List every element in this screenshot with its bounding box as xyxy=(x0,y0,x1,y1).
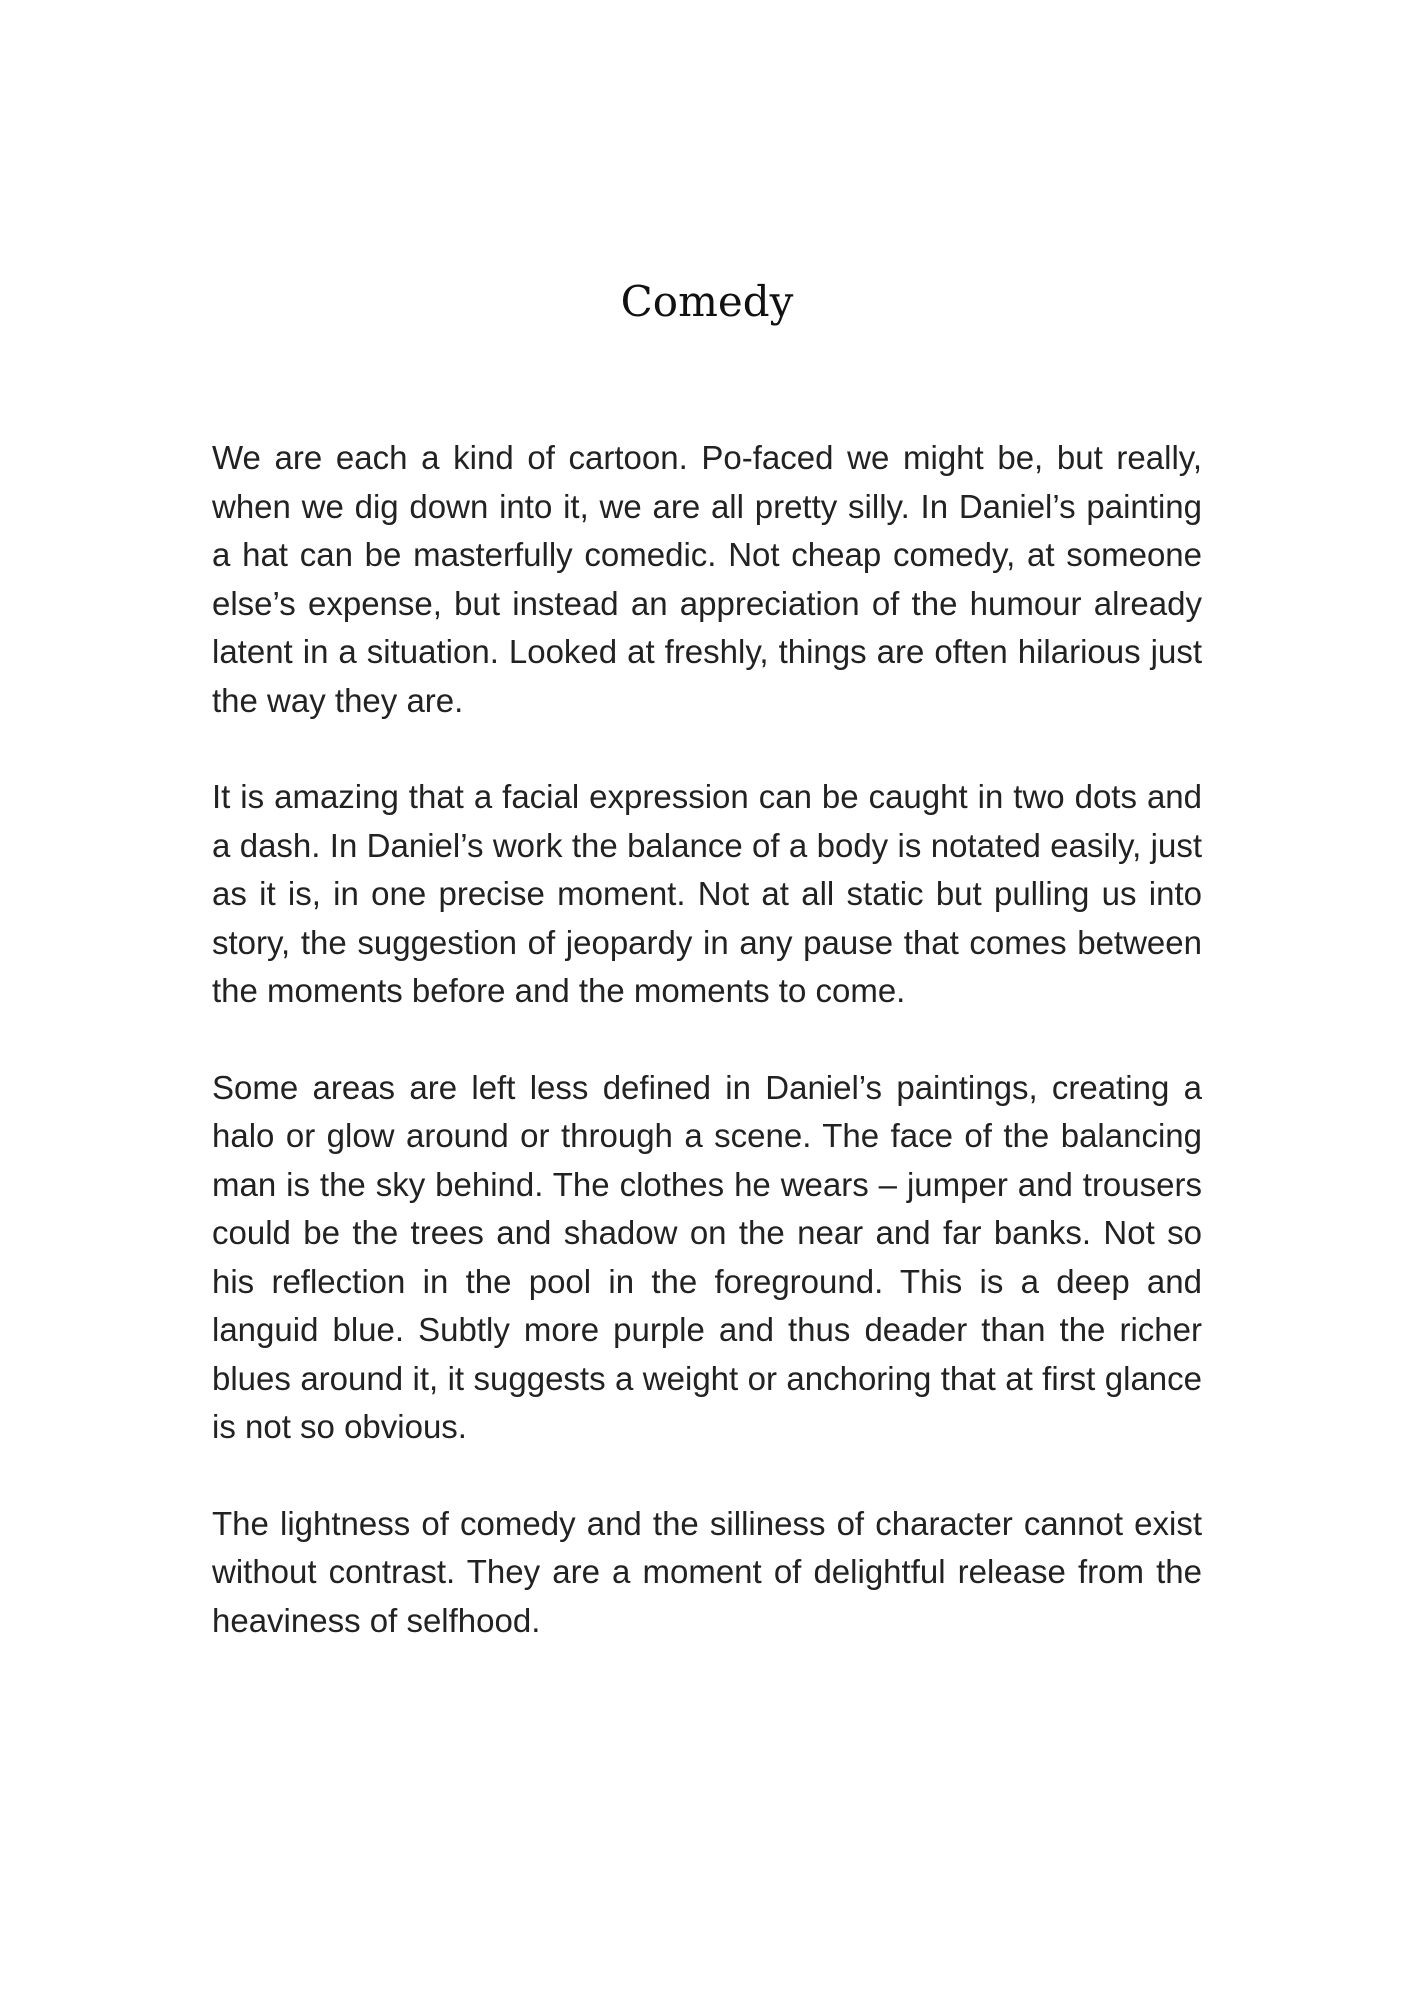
paragraph-1: We are each a kind of cartoon. Po-faced we might be, but really, when we dig down into it, we are all pretty silly. In Daniel’s painting a hat can be masterfully comedic. Not cheap comedy, at someone else’s expense, but instead an appreciation of the humour already latent in a situation. Looked at freshly, things are often hilarious just the way they are. xyxy=(212,439,1202,719)
page-title: Comedy xyxy=(620,277,794,326)
paragraph-3: Some areas are left less defined in Daniel’s paintings, creating a halo or glow around or through a scene. The face of the balancing man is the sky behind. The clothes he wears – jumper and trousers could be the trees and shadow on the near and far banks. Not so his reflection in the pool in the foreground. This is a deep and languid blue. Subtly more purple and thus deader than the richer blues around it, it suggests a weight or anchoring that at first glance is not so obvious. xyxy=(212,1068,1202,1445)
paragraph-2: It is amazing that a facial expression can be caught in two dots and a dash. In Daniel’s work the balance of a body is notated easily, just as it is, in one precise moment. Not at all static but pulling us into story, the suggestion of jeopardy in any pause that comes between the moments before and the moments to come. xyxy=(212,778,1202,1009)
paragraph-4: The lightness of comedy and the silliness of character cannot exist without contrast. They are a moment of delightful release from the heaviness of selfhood. xyxy=(212,1504,1202,1639)
body-text xyxy=(212,434,1202,1693)
